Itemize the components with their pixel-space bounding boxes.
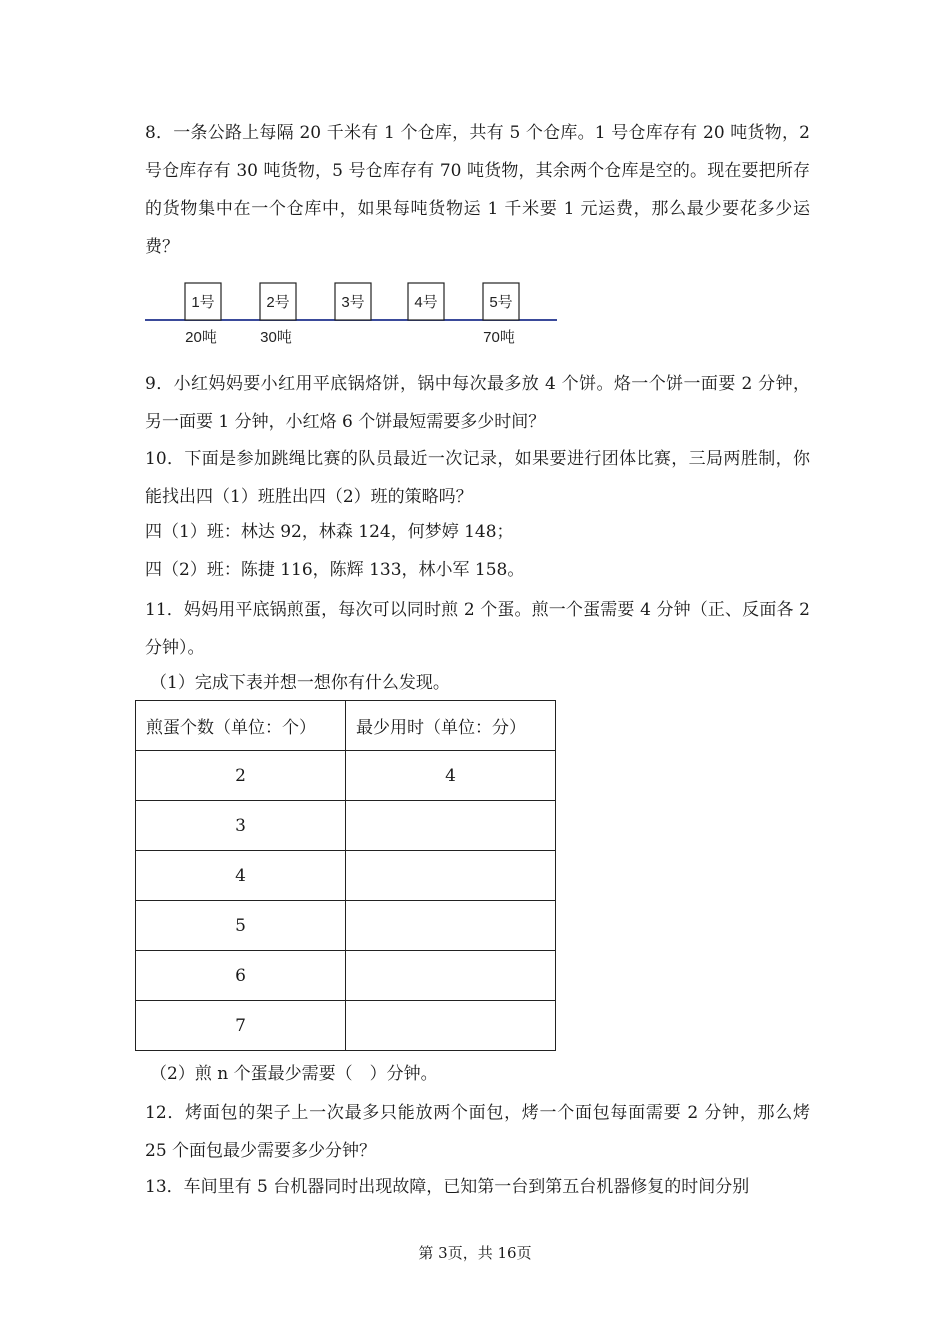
time-cell[interactable] [346, 901, 556, 951]
time-cell[interactable]: 4 [346, 751, 556, 801]
class-1-record: 四（1）班：林达 92，林森 124，何梦婷 148； [145, 522, 514, 542]
question-13: 13．车间里有 5 台机器同时出现故障，已知第一台到第五台机器修复的时间分别 [145, 1177, 750, 1197]
question-12: 12．烤面包的架子上一次最多只能放两个面包，烤一个面包每面需要 2 分钟，那么烤 25 个面包最少需要多少分钟？ [145, 1103, 810, 1161]
question-11-part-2: （2）煎 n 个蛋最少需要（ ）分钟。 [150, 1064, 438, 1084]
egg-count-cell: 5 [136, 901, 346, 951]
egg-count-cell: 6 [136, 951, 346, 1001]
table-header-time: 最少用时（单位：分） [346, 701, 556, 751]
warehouse-2-label: 2号 [266, 294, 290, 311]
egg-count-cell: 2 [136, 751, 346, 801]
time-cell[interactable] [346, 851, 556, 901]
warehouse-3-label: 3号 [341, 294, 365, 311]
egg-count-cell: 4 [136, 851, 346, 901]
table-header-count: 煎蛋个数（单位：个） [136, 701, 346, 751]
table-row [136, 1001, 556, 1051]
warehouse-5-label: 5号 [489, 294, 513, 311]
time-cell[interactable] [346, 1001, 556, 1051]
question-9: 9．小红妈妈要小红用平底锅烙饼，锅中每次最多放 4 个饼。烙一个饼一面要 2 分钟，另一面要 1 分钟，小红烙 6 个饼最短需要多少时间？ [145, 374, 810, 432]
warehouse-5-tonnage: 70吨 [483, 329, 515, 346]
table-row [136, 901, 556, 951]
question-10: 10．下面是参加跳绳比赛的队员最近一次记录，如果要进行团体比赛，三局两胜制，你能找出四（1）班胜出四（2）班的策略吗？ [145, 449, 810, 507]
warehouse-1-tonnage: 20吨 [185, 329, 217, 346]
table-row [136, 801, 556, 851]
egg-count-cell: 3 [136, 801, 346, 851]
class-2-record: 四（2）班：陈捷 116，陈辉 133，林小军 158。 [145, 560, 525, 580]
table-row [136, 851, 556, 901]
time-cell[interactable] [346, 801, 556, 851]
question-8: 8．一条公路上每隔 20 千米有 1 个仓库，共有 5 个仓库。1 号仓库存有 20 吨货物，2 号仓库存有 30 吨货物，5 号仓库存有 70 吨货物，其余两个仓库是空的。现在要把所存的货物集中在一个仓库中，如果每吨货物运 1 千米要 1 元运费，那么最少要花多少运费？ [145, 123, 810, 257]
table-row [136, 951, 556, 1001]
question-11: 11．妈妈用平底锅煎蛋，每次可以同时煎 2 个蛋。煎一个蛋需要 4 分钟（正、反面各 2 分钟）。 [145, 600, 810, 658]
egg-frying-table [135, 700, 556, 1051]
page-number-footer: 第 3页，共 16页 [418, 1244, 532, 1262]
warehouse-1-label: 1号 [191, 294, 215, 311]
question-11-part-1: （1）完成下表并想一想你有什么发现。 [150, 673, 450, 693]
warehouse-2-tonnage: 30吨 [260, 329, 292, 346]
table-row [136, 751, 556, 801]
warehouse-4-label: 4号 [414, 294, 438, 311]
egg-count-cell: 7 [136, 1001, 346, 1051]
warehouse-diagram [145, 280, 565, 350]
time-cell[interactable] [346, 951, 556, 1001]
